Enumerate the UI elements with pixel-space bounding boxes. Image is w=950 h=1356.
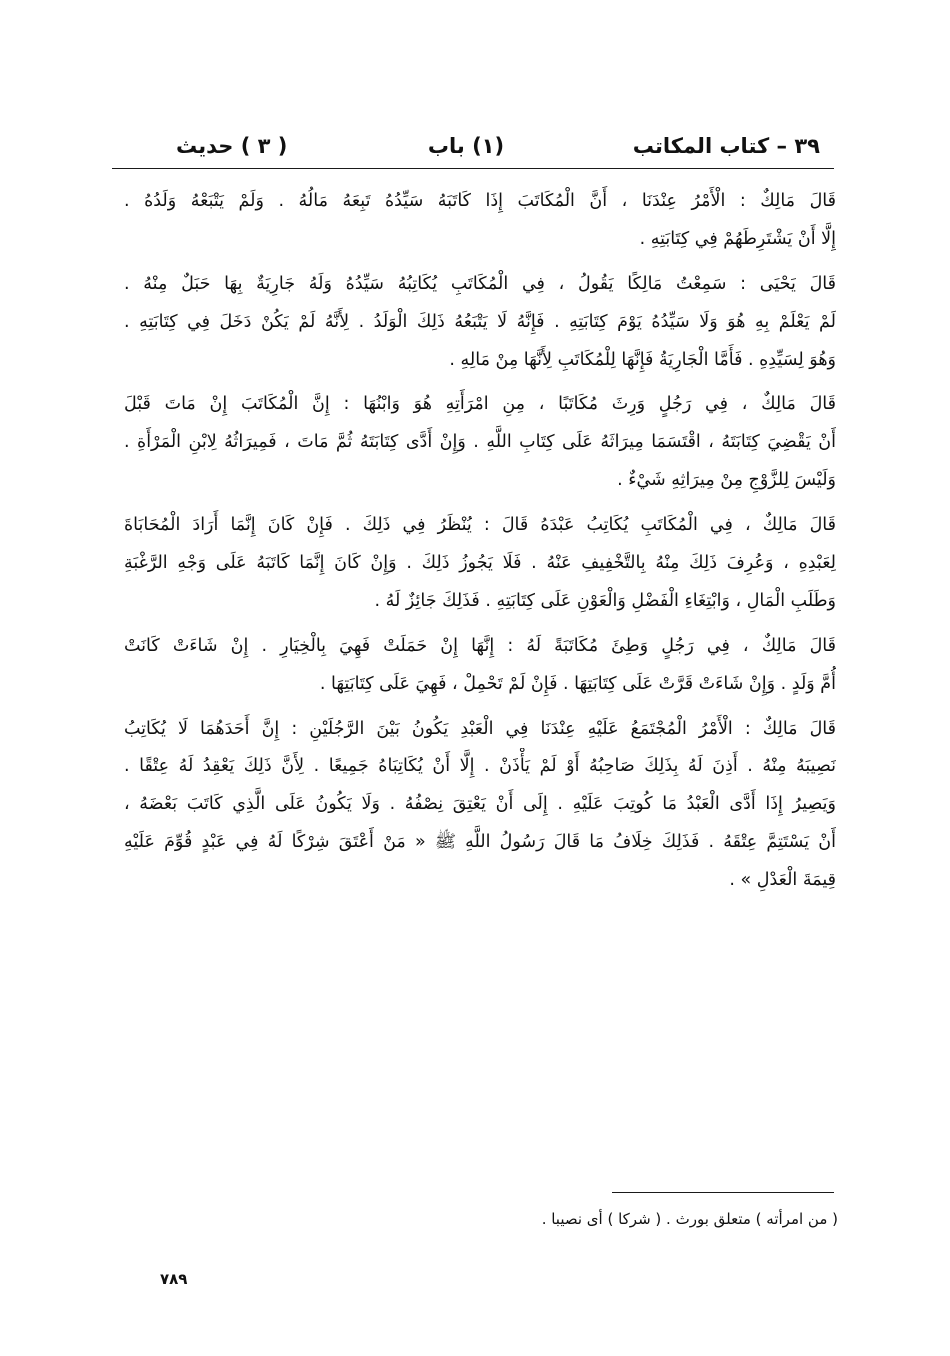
- paragraph: [124, 266, 836, 380]
- body-text: [124, 183, 836, 907]
- text-line: وَطَلَبِ الْمَالِ ، وَابْتِغَاءِ الْفَضْلِ وَالْعَوْنِ عَلَى كِتَابَتِهِ . فَذَلِكَ جَائِزٌ لَهُ .: [374, 590, 836, 611]
- paragraph: [124, 711, 836, 900]
- text-line: أَنْ يَسْتَتِمَّ عِتْقَهُ . فَذَلِكَ خِلَافُ مَا قَالَ رَسُولُ اللَّهِ ﷺ « مَنْ أَعْتَقَ شِرْكًا لَهُ فِي عَبْدٍ قُوِّمَ عَلَيْهِ: [124, 832, 836, 853]
- text-line: لَمْ يَعْلَمْ بِهِ هُوَ وَلَا سَيِّدُهُ يَوْمَ كِتَابَتِهِ . فَإِنَّهُ لَا يَتْبَعُهُ ذَلِكَ الْوَلَدُ . لِأَنَّهُ لَمْ يَكُنْ دَخَلَ فِي كِتَابَتِهِ .: [124, 311, 836, 332]
- text-line: وَلَيْسَ لِلزَّوْجِ مِنْ مِيرَاثِهِ شَيْءٌ .: [617, 470, 836, 491]
- text-line: إِلَّا أَنْ يَشْتَرِطَهُمْ فِي كِتَابَتِهِ .: [639, 228, 836, 249]
- text-line: وَيَصِيرُ إِذَا أَدَّى الْعَبْدُ مَا كُوتِبَ عَلَيْهِ . إِلَى أَنْ يَعْتِقَ نِصْفُهُ . وَلَا يَكُونُ عَلَى الَّذِي كَاتَبَ بَعْضَهُ ،: [124, 794, 836, 815]
- text-line: وَهُوَ لِسَيِّدِهِ . فَأَمَّا الْجَارِيَةُ فَإِنَّهَا لِلْمُكَاتَبِ لِأَنَّهَا مِنْ مَالِهِ .: [449, 349, 836, 370]
- text-line: قَالَ مَالِكٌ ، فِي الْمُكَاتَبِ يُكَاتِبُ عَبْدَهُ قَالَ : يُنْظَرُ فِي ذَلِكَ . فَإِنْ كَانَ إِنَّمَا أَرَادَ الْمُحَابَاةَ: [124, 515, 836, 536]
- chapter-label: (١) باب: [427, 134, 505, 158]
- page-header: [112, 128, 820, 164]
- paragraph: [124, 507, 836, 621]
- text-line: قَالَ مَالِكٌ : الْأَمْرُ عِنْدَنَا ، أَنَّ الْمُكَاتَبَ إِذَا كَاتَبَهُ سَيِّدُهُ تَبِعَهُ مَالُهُ . وَلَمْ يَتْبَعْهُ وَلَدُهُ .: [124, 191, 836, 211]
- hadith-label: ( ٣ ) حديث: [176, 134, 288, 158]
- text-line: قِيمَةَ الْعَدْلِ » .: [729, 870, 836, 891]
- paragraph: [124, 628, 836, 704]
- header-divider: [112, 168, 834, 169]
- footnote-divider: [612, 1192, 834, 1193]
- footnote: ( من امرأته ) متعلق بورث . ( شركا ) أى نصيبا .: [541, 1210, 838, 1228]
- paragraph: [124, 386, 836, 500]
- text-line: قَالَ مَالِكٌ ، فِي رَجُلٍ وَرِثَ مُكَاتَبًا ، مِنِ امْرَأَتِهِ هُوَ وَابْنُهَا : إِنَّ الْمُكَاتَبَ إِنْ مَاتَ قَبْلَ: [124, 394, 836, 415]
- text-line: أَنْ يَقْضِيَ كِتَابَتَهُ ، اقْتَسَمَا مِيرَاثَهُ عَلَى كِتَابِ اللَّهِ . وَإِنْ أَدَّى كِتَابَتَهُ ثُمَّ مَاتَ ، فَمِيرَاثُهُ لِابْنِ الْمَرْأَةِ .: [124, 432, 836, 453]
- text-line: قَالَ مَالِكٌ : الْأَمْرُ الْمُجْتَمَعُ عَلَيْهِ عِنْدَنَا فِي الْعَبْدِ يَكُونُ بَيْنَ الرَّجُلَيْنِ : إِنَّ أَحَدَهُمَا لَا يُكَاتِبُ: [124, 718, 836, 739]
- paragraph: [124, 183, 836, 259]
- page-number: ٧٨٩: [160, 1270, 188, 1288]
- book-title: ٣٩ – كتاب المكاتب: [632, 134, 820, 158]
- text-line: لِعَبْدِهِ ، وَعُرِفَ ذَلِكَ مِنْهُ بِالتَّخْفِيفِ عَنْهُ . فَلَا يَجُوزُ ذَلِكَ . وَإِنْ كَانَ إِنَّمَا كَاتَبَهُ عَلَى وَجْهِ الرَّغْبَةِ: [124, 553, 836, 574]
- text-line: قَالَ مَالِكٌ ، فِي رَجُلٍ وَطِئَ مُكَاتَبَةً لَهُ : إِنَّهَا إِنْ حَمَلَتْ فَهِيَ بِالْخِيَارِ . إِنْ شَاءَتْ كَانَتْ: [124, 635, 836, 656]
- text-line: أُمَّ وَلَدٍ . وَإِنْ شَاءَتْ قَرَّتْ عَلَى كِتَابَتِهَا . فَإِنْ لَمْ تَحْمِلْ ، فَهِيَ عَلَى كِتَابَتِهَا .: [319, 673, 836, 694]
- text-line: قَالَ يَحْيَى : سَمِعْتُ مَالِكًا يَقُولُ ، فِي الْمُكَاتَبِ يُكَاتِبُهُ سَيِّدُهُ وَلَهُ جَارِيَةٌ بِهَا حَبَلٌ مِنْهُ .: [124, 273, 836, 294]
- text-line: نَصِيبَهُ مِنْهُ . أَذِنَ لَهُ بِذَلِكَ صَاحِبُهُ أَوْ لَمْ يَأْذَنْ . إِلَّا أَنْ يُكَاتِبَاهُ جَمِيعًا . لِأَنَّ ذَلِكَ يَعْقِدُ لَهُ عِتْقًا .: [124, 756, 836, 777]
